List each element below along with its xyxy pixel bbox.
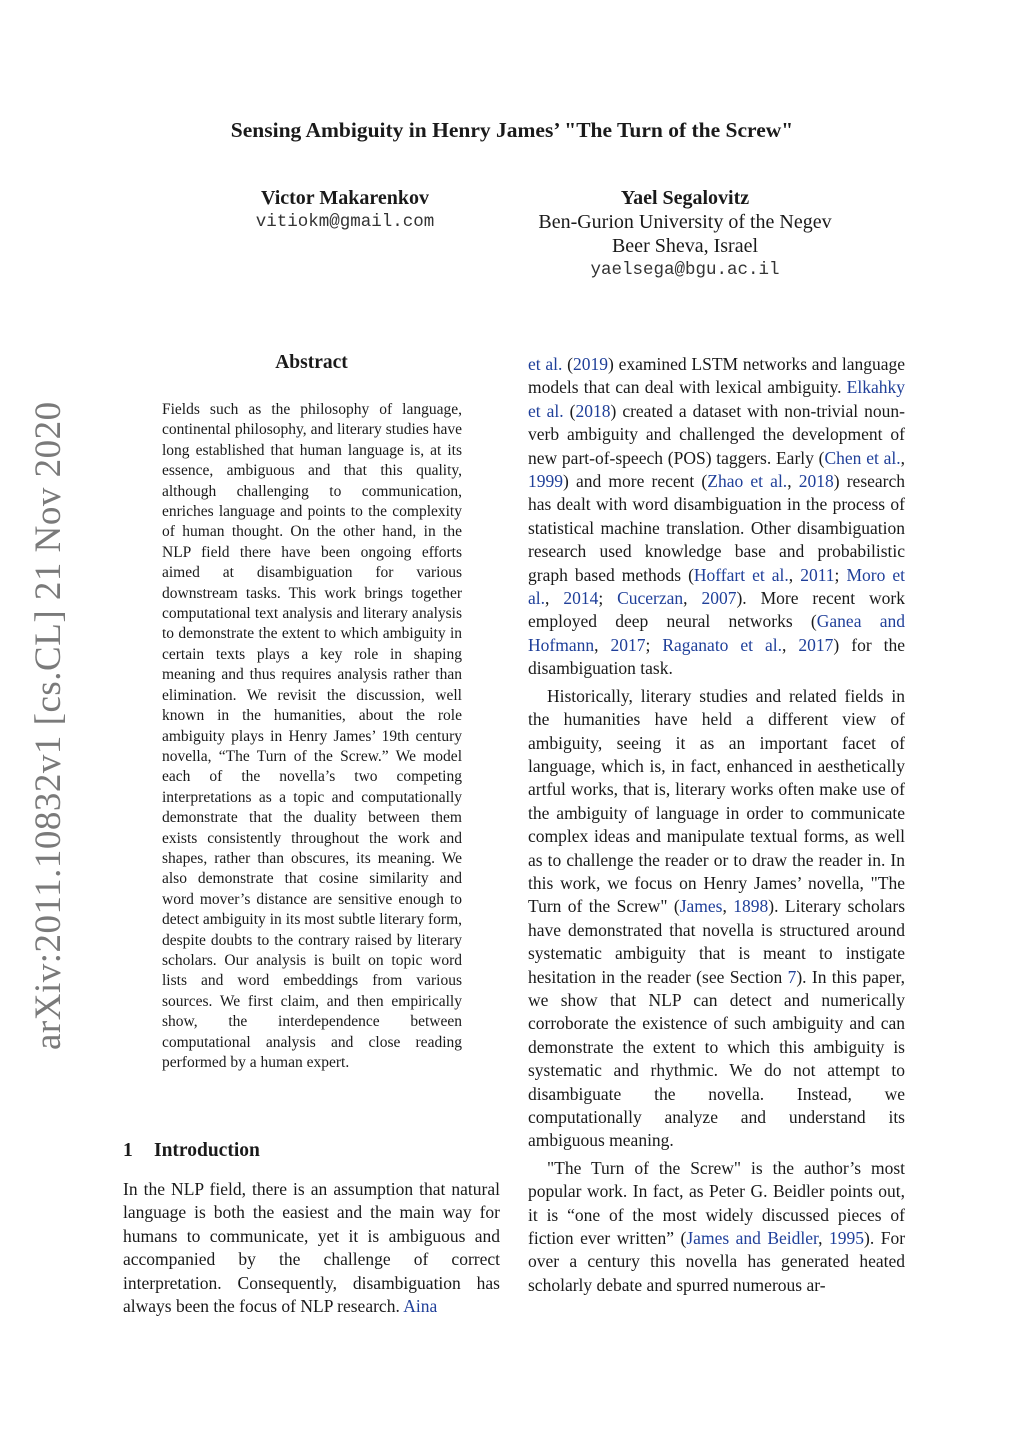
text-run: , xyxy=(722,896,734,917)
author-name: Yael Segalovitz xyxy=(620,187,750,209)
text-run: "The Turn of the Screw" is the author’s most popular work. In fact, as Peter G. Beidler points out, it is “one of the most widely discussed pieces of fiction ever written” ( xyxy=(528,1157,905,1249)
text-run: ; xyxy=(645,634,663,655)
citation-link[interactable]: Ganea and Hofmann xyxy=(528,611,905,655)
citation-link[interactable]: 2017 xyxy=(610,634,646,655)
text-run: , xyxy=(787,471,799,492)
author-block-1 xyxy=(195,186,495,234)
citation-link[interactable]: Raganato et al. xyxy=(662,634,783,655)
text-run: ). Literary scholars have demonstrated that novella is structured around systematic ambiguity that is meant to instigate hesitation in the reader (see Section xyxy=(528,896,905,987)
text-run: ) created a dataset with non-trivial noun-verb ambiguity and challenged the development of new part-of-speech (POS) taggers. Early ( xyxy=(528,400,905,468)
citation-link[interactable]: 7 xyxy=(787,966,797,987)
arxiv-stamp: arXiv:2011.10832v1 [cs.CL] 21 Nov 2020 xyxy=(28,401,69,1050)
text-run: ( xyxy=(563,400,576,421)
text-run: , xyxy=(545,588,564,609)
citation-link[interactable]: 2018 xyxy=(798,471,834,492)
citation-link[interactable]: Zhao et al. xyxy=(707,471,788,492)
text-run: , xyxy=(788,564,801,585)
citation-link[interactable]: Chen et al. xyxy=(824,447,901,468)
citation-link[interactable]: Aina xyxy=(403,1296,438,1317)
text-run: , xyxy=(818,1228,830,1249)
citation-link[interactable]: 1995 xyxy=(829,1228,865,1249)
intro-right-column xyxy=(528,353,905,1301)
text-run: ). In this paper, we show that NLP can detect and numerically corroborate the existence of such ambiguity and can demonstrate the extent to which this ambiguity is systematic and rhythmic. We do not attempt to disambiguate the novella. Instead, we computationally analyze and understand its ambiguous meaning. xyxy=(528,966,905,1151)
text-run: Historically, literary studies and related fields in the humanities have held a different view of ambiguity, seeing it as an important facet of language, which is, in fact, enhanced in aesthetically artful works, that is, literary works often make use of the ambiguity of language in order to communicate complex ideas and manipulate textual forms, as well as to challenge the reader or to draw the reader in. In this work, we focus on Henry James’ novella, "The Turn of the Screw" ( xyxy=(528,685,905,917)
citation-link[interactable]: 1999 xyxy=(528,471,563,492)
intro-paragraph-historical xyxy=(528,685,905,1153)
text-run: ). More recent work employed deep neural networks ( xyxy=(528,588,906,632)
text-run: ) research has dealt with word disambiguation in the process of statistical machine translation. Other disambiguation research used knowledge base and probabilistic graph based methods ( xyxy=(528,471,906,585)
author-name: Victor Makarenkov xyxy=(261,187,429,209)
author-email: yaelsega@bgu.ac.il xyxy=(590,260,780,280)
citation-link[interactable]: 2018 xyxy=(575,400,611,421)
author-block-2 xyxy=(515,186,855,282)
section-number: 1 xyxy=(123,1140,133,1161)
text-run: , xyxy=(594,634,611,655)
author-location: Beer Sheva, Israel xyxy=(611,235,759,257)
citation-link[interactable]: James xyxy=(679,896,723,917)
author-email: vitiokm@gmail.com xyxy=(255,212,435,232)
citation-link[interactable]: Elkahky et al. xyxy=(528,377,905,421)
citation-link[interactable]: 2014 xyxy=(563,588,599,609)
text-run: , xyxy=(683,588,702,609)
citation-link[interactable]: 1898 xyxy=(733,896,769,917)
text-run: ; xyxy=(598,588,618,609)
citation-link[interactable]: et al. xyxy=(528,354,563,374)
intro-paragraph-continued xyxy=(528,353,905,681)
citation-link[interactable]: James and Beidler xyxy=(686,1228,819,1249)
abstract-heading: Abstract xyxy=(275,352,348,373)
text-run: , xyxy=(900,447,905,468)
section-title: Introduction xyxy=(154,1140,260,1161)
intro-paragraph-popularity xyxy=(528,1157,905,1297)
text-run: , xyxy=(782,634,799,655)
text-run: ; xyxy=(834,564,847,585)
intro-left-column xyxy=(123,1178,500,1318)
citation-link[interactable]: 2019 xyxy=(573,354,609,374)
abstract-body: Fields such as the philosophy of language, continental philosophy, and literary studies have long established that human language is, at its essence, ambiguous and that this quality, although challenging to communication, enriches language and points to the complexity of human thought. On the other hand, in the NLP field there have been ongoing efforts aimed at disambiguation for various downstream tasks. This work brings together computational text analysis and literary analysis to demonstrate the extent to which ambiguity in certain texts plays a key role in shaping meaning and thus requires analysis rather than elimination. We revisit the discussion, well known in the humanities, about the role ambiguity plays in Henry James’ 19th century novella, “The Turn of the Screw.” We model each of the novella’s two competing interpretations as a topic and computationally demonstrate that the duality between them exists consistently throughout the work and shapes, rather than obscures, its meaning. We also demonstrate that cosine similarity and word mover’s distance are sensitive enough to detect ambiguity in its most subtle literary form, despite doubts to the contrary raised by literary scholars. Our analysis is built on topic word lists and word embeddings from various sources. We first claim, and then empirically show, the interdependence between computational analysis and close reading performed by a human expert. xyxy=(162,401,462,1071)
citation-link[interactable]: Cucerzan xyxy=(617,588,684,609)
text-run: ) examined LSTM networks and language models that can deal with lexical ambiguity. xyxy=(528,354,905,398)
author-affiliation: Ben-Gurion University of the Negev xyxy=(538,211,832,233)
citation-link[interactable]: Moro et al. xyxy=(528,564,905,609)
text-run: ) and more recent ( xyxy=(563,471,708,492)
section-heading xyxy=(123,1140,260,1162)
citation-link[interactable]: 2011 xyxy=(800,564,835,585)
citation-link[interactable]: 2017 xyxy=(798,634,834,655)
text-run: ) for the disambiguation task. xyxy=(528,634,906,679)
text-run: ( xyxy=(562,354,574,374)
paper-title: Sensing Ambiguity in Henry James’ "The Turn of the Screw" xyxy=(230,118,794,142)
text-run: ). For over a century this novella has generated heated scholarly debate and spurred numerous ar- xyxy=(528,1228,906,1295)
intro-paragraph: In the NLP field, there is an assumption that natural language is both the easiest and the main way for humans to communicate, yet it is ambiguous and accompanied by the challenge of correct interpretation. Consequently, disambiguation has always been the focus of NLP research. xyxy=(123,1179,500,1317)
citation-link[interactable]: 2007 xyxy=(701,588,737,609)
citation-link[interactable]: Hoffart et al. xyxy=(693,564,789,585)
